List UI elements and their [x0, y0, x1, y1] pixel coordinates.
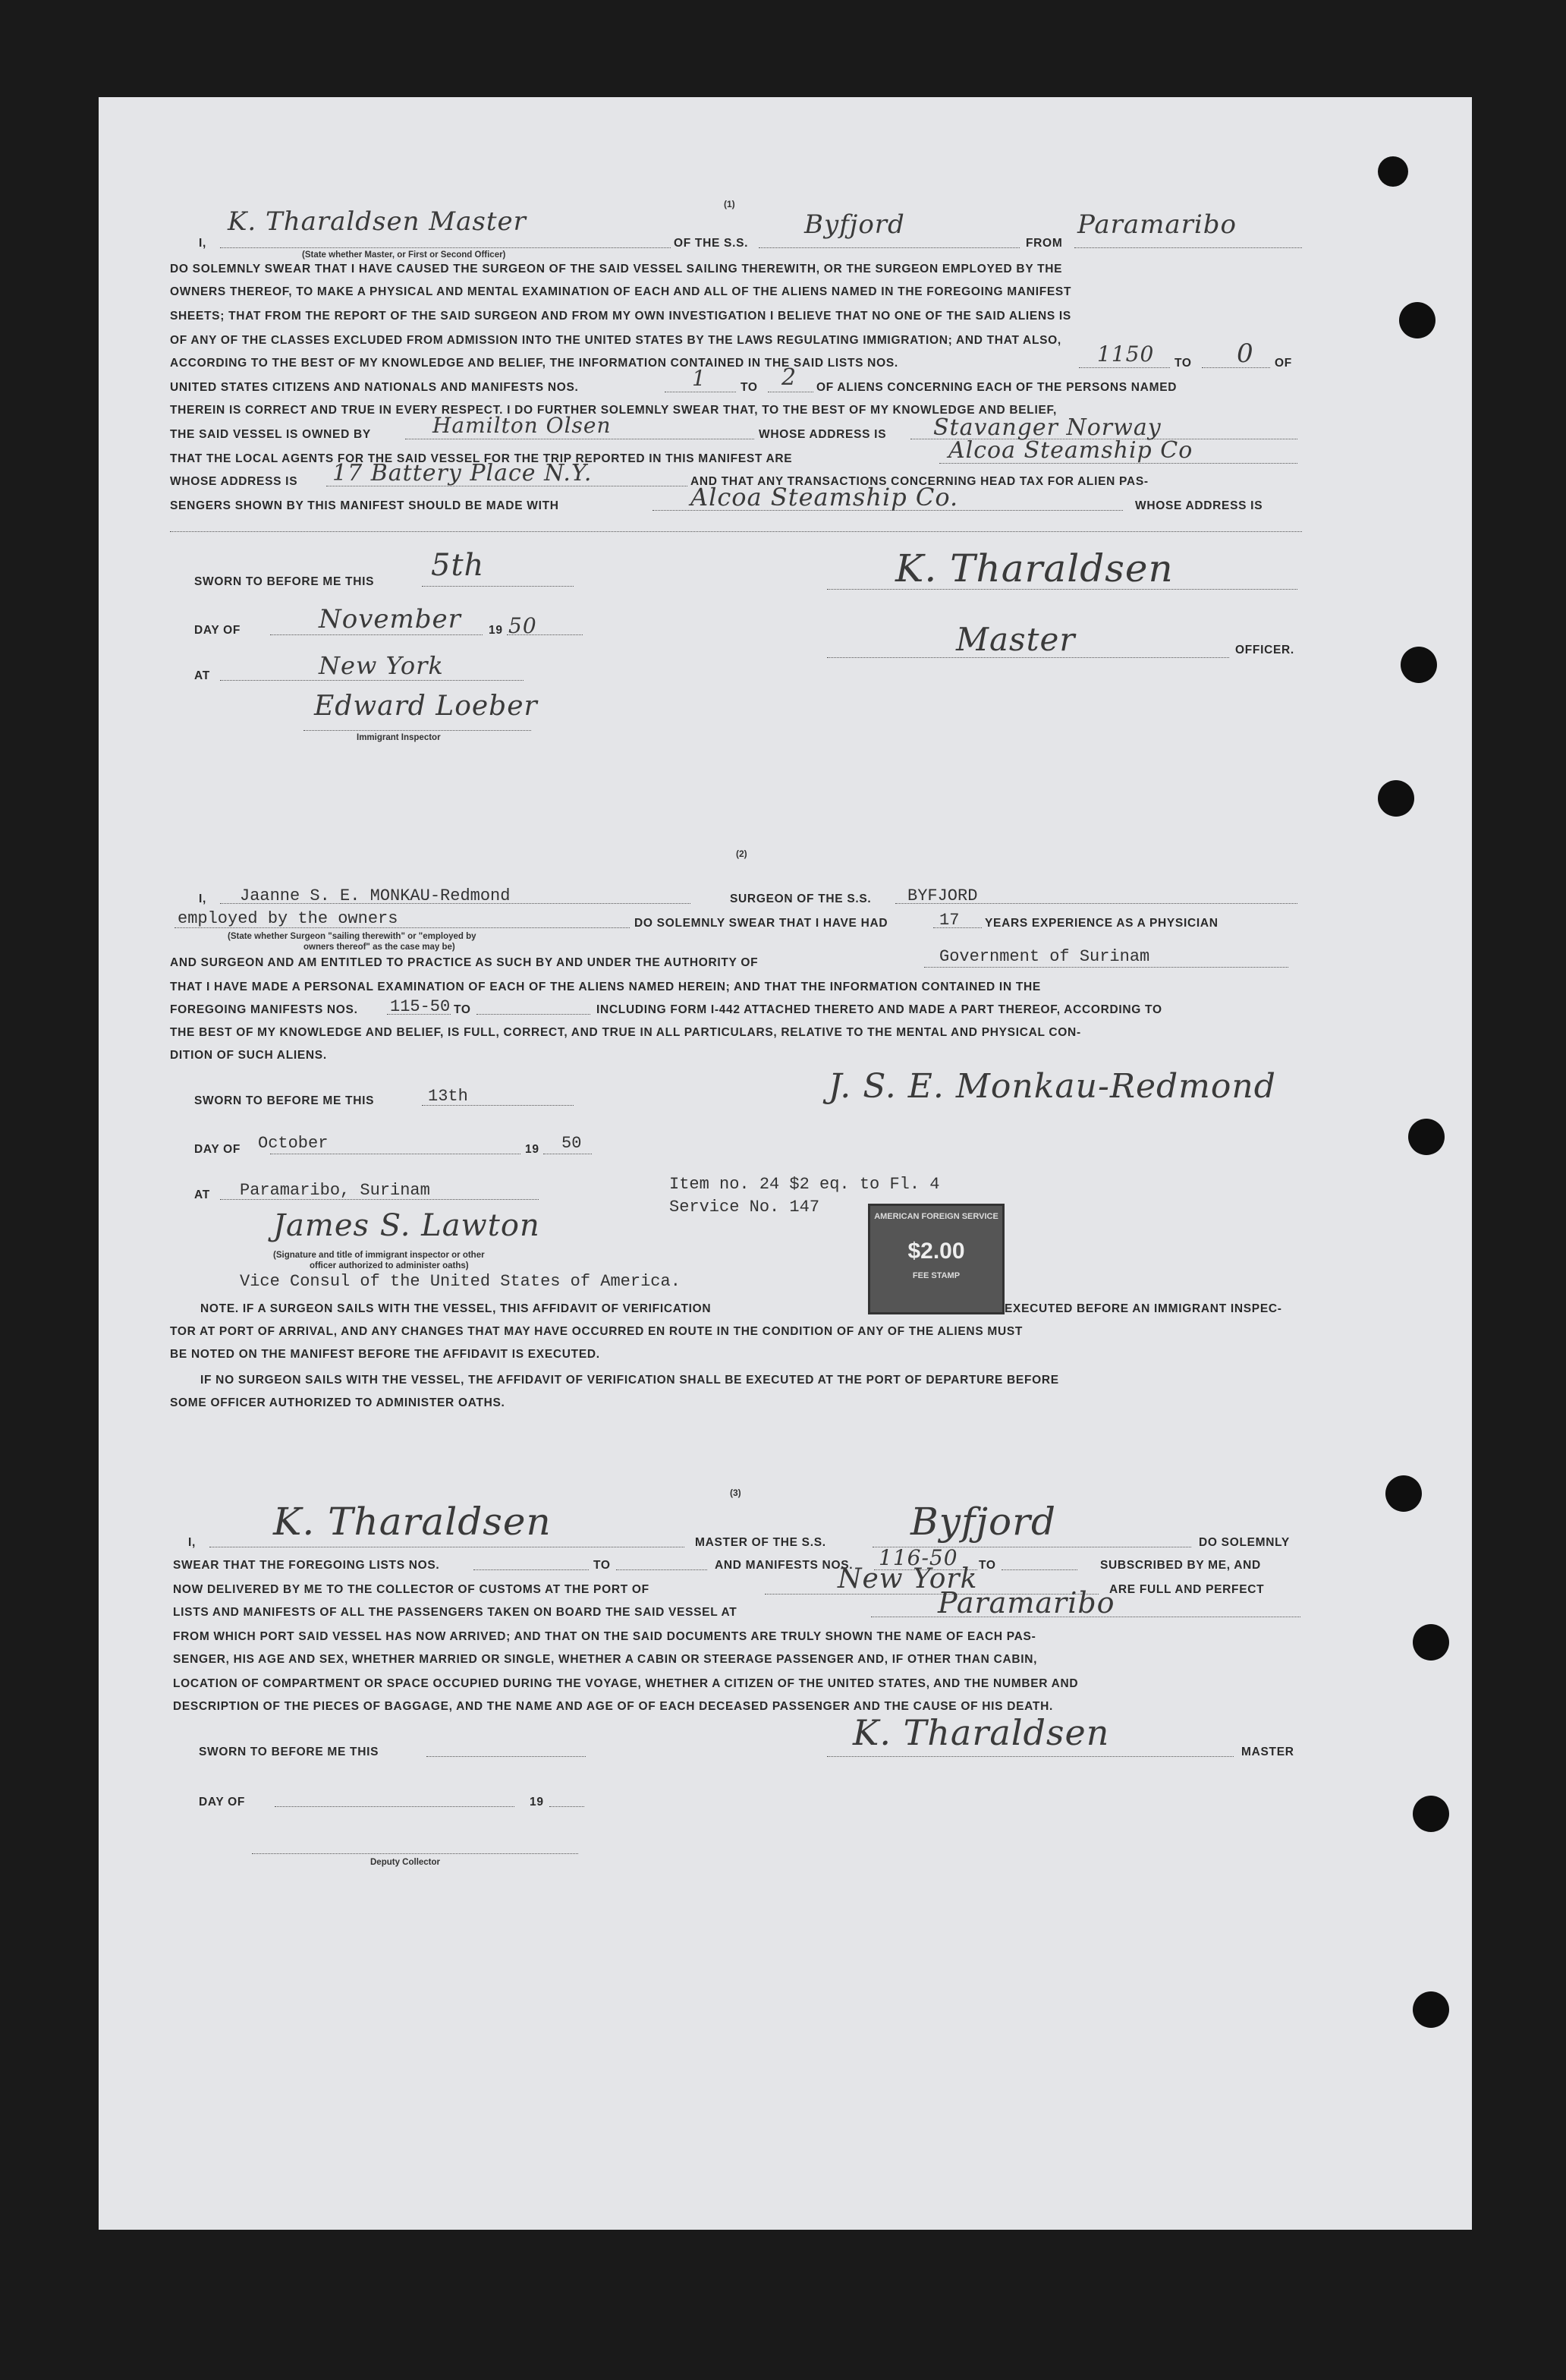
fill-line — [476, 1014, 590, 1015]
oath-line: SENGERS SHOWN BY THIS MANIFEST SHOULD BE MADE WITH — [170, 499, 559, 512]
stamp-value: $2.00 — [907, 1239, 965, 1264]
master-signature: K. Tharaldsen — [895, 546, 1174, 590]
fill-line — [252, 1853, 578, 1854]
master-name-handwritten: K. Tharaldsen Master — [228, 206, 527, 237]
fill-line — [426, 1756, 586, 1757]
fill-line — [1202, 367, 1270, 368]
signature-note: (Signature and title of immigrant inspector or other — [273, 1251, 485, 1260]
fill-line — [220, 247, 671, 248]
punch-hole — [1399, 302, 1436, 338]
label-i: I, — [188, 1536, 197, 1549]
oath-line: SUBSCRIBED BY ME, AND — [1100, 1559, 1261, 1572]
agent-address-handwritten: 17 Battery Place N.Y. — [332, 460, 593, 486]
label-to: TO — [1174, 357, 1192, 370]
port-handwritten: Paramaribo — [1077, 209, 1237, 240]
label-to: TO — [593, 1559, 611, 1572]
note-line: SOME OFFICER AUTHORIZED TO ADMINISTER OATHS. — [170, 1396, 505, 1409]
oath-line: SHEETS; THAT FROM THE REPORT OF THE SAID SURGEON AND FROM MY OWN INVESTIGATION I BELIEVE THAT NO ONE OF THE SAID ALIENS IS — [170, 310, 1071, 323]
oath-line: DO SOLEMNLY SWEAR THAT I HAVE CAUSED THE SURGEON OF THE SAID VESSEL SAILING THEREWITH, OR THE SURGEON EMPLOYED BY THE — [170, 263, 1063, 275]
fill-line — [616, 1569, 707, 1570]
oath-line: WHOSE ADDRESS IS — [170, 475, 298, 488]
manifests-from: 1 — [692, 366, 706, 391]
label-master-of: MASTER OF THE S.S. — [695, 1536, 826, 1549]
owner-handwritten: Hamilton Olsen — [432, 413, 612, 438]
state-note: (State whether Surgeon "sailing therewith" or "employed by — [228, 932, 476, 941]
oath-line: FROM WHICH PORT SAID VESSEL HAS NOW ARRIVED; AND THAT ON THE SAID DOCUMENTS ARE TRULY SHOWN THE NAME OF EACH PAS- — [173, 1630, 1036, 1643]
label-from: FROM — [1026, 237, 1063, 250]
state-note: owners thereof" as the case may be) — [303, 943, 455, 952]
label-i: I, — [199, 892, 207, 905]
years-typed: 17 — [939, 911, 960, 930]
sworn-place-handwritten: New York — [319, 651, 444, 680]
label-day-of: DAY OF — [194, 1143, 241, 1156]
oath-line: WHOSE ADDRESS IS — [759, 428, 887, 441]
fill-line — [422, 586, 574, 587]
label-sworn: SWORN TO BEFORE ME THIS — [194, 575, 375, 588]
tax-agent-handwritten: Alcoa Steamship Co. — [690, 483, 959, 512]
owner-address-handwritten: Stavanger Norway — [933, 414, 1162, 441]
label-sworn: SWORN TO BEFORE ME THIS — [194, 1094, 375, 1107]
label-to: TO — [741, 381, 758, 394]
vessel-name-handwritten: Byfjord — [804, 209, 905, 240]
oath-line: OF ANY OF THE CLASSES EXCLUDED FROM ADMISSION INTO THE UNITED STATES BY THE LAWS REGULATING IMMIGRATION; AND THAT ALSO, — [170, 334, 1061, 347]
master-signature: K. Tharaldsen — [853, 1712, 1110, 1753]
punch-hole — [1401, 647, 1437, 683]
fill-line — [827, 1756, 1234, 1757]
service-number-typed: Service No. 147 — [669, 1198, 820, 1217]
fill-line — [759, 247, 1020, 248]
label-to: TO — [454, 1003, 471, 1016]
fill-line — [1074, 247, 1302, 248]
stamp-footer: FEE STAMP — [912, 1271, 961, 1280]
authority-typed: Government of Surinam — [939, 947, 1150, 966]
lists-to: 0 — [1237, 338, 1254, 369]
agents-handwritten: Alcoa Steamship Co — [948, 437, 1193, 464]
sworn-day-typed: 13th — [428, 1087, 468, 1106]
label-surgeon-of: SURGEON OF THE S.S. — [730, 892, 872, 905]
label-day-of: DAY OF — [199, 1796, 246, 1809]
note-line: TOR AT PORT OF ARRIVAL, AND ANY CHANGES THAT MAY HAVE OCCURRED EN ROUTE IN THE CONDITION OF ANY OF THE ALIENS MUST — [170, 1325, 1024, 1338]
surgeon-name-typed: Jaanne S. E. MONKAU-Redmond — [240, 886, 511, 905]
oath-line: NOW DELIVERED BY ME TO THE COLLECTOR OF CUSTOMS AT THE PORT OF — [173, 1583, 649, 1596]
inspector-label: Immigrant Inspector — [357, 733, 441, 742]
manifests-to: 2 — [781, 364, 797, 391]
state-note: (State whether Master, or First or Second Officer) — [302, 250, 506, 260]
surgeon-signature: J. S. E. Monkau-Redmond — [829, 1067, 1276, 1106]
sworn-month-handwritten: November — [319, 604, 461, 634]
label-year-prefix: 19 — [530, 1796, 544, 1809]
oath-line: SENGER, HIS AGE AND SEX, WHETHER MARRIED OR SINGLE, WHETHER A CABIN OR STEERAGE PASSENGER AND, IF OTHER THAN CABIN, — [173, 1653, 1038, 1666]
manifests-typed: 115-50 — [390, 997, 451, 1016]
officer-title-handwritten: Master — [956, 621, 1076, 658]
fill-line — [275, 1806, 514, 1807]
oath-line: OF ALIENS CONCERNING EACH OF THE PERSONS NAMED — [816, 381, 1178, 394]
oath-line: AND THAT ANY TRANSACTIONS CONCERNING HEAD TAX FOR ALIEN PAS- — [690, 475, 1149, 488]
punch-hole — [1413, 1624, 1449, 1661]
label-i: I, — [199, 237, 207, 250]
oath-line: THAT THE LOCAL AGENTS FOR THE SAID VESSEL FOR THE TRIP REPORTED IN THIS MANIFEST ARE — [170, 452, 793, 465]
consul-title-typed: Vice Consul of the United States of America. — [240, 1272, 681, 1291]
label-of-ss: OF THE S.S. — [674, 237, 749, 250]
oath-line: SWEAR THAT THE FOREGOING LISTS NOS. — [173, 1559, 440, 1572]
fill-line — [170, 531, 1302, 532]
fill-line — [270, 634, 483, 635]
stamp-header: AMERICAN FOREIGN SERVICE — [874, 1212, 998, 1221]
sworn-year-typed: 50 — [561, 1134, 582, 1153]
employed-typed: employed by the owners — [178, 909, 398, 928]
consul-signature: James S. Lawton — [273, 1208, 540, 1243]
oath-line: ACCORDING TO THE BEST OF MY KNOWLEDGE AND BELIEF, THE INFORMATION CONTAINED IN THE SAID LISTS NOS. — [170, 357, 898, 370]
sworn-day-handwritten: 5th — [431, 548, 485, 583]
fill-line — [220, 680, 524, 681]
punch-hole — [1378, 156, 1408, 187]
label-sworn: SWORN TO BEFORE ME THIS — [199, 1746, 379, 1758]
inspector-signature: Edward Loeber — [314, 691, 538, 722]
label-swear: DO SOLEMNLY SWEAR THAT I HAVE HAD — [634, 917, 888, 930]
arrival-port-handwritten: New York — [838, 1563, 978, 1595]
oath-line: THE SAID VESSEL IS OWNED BY — [170, 428, 371, 441]
fill-line — [1002, 1569, 1077, 1570]
vessel-typed: BYFJORD — [907, 886, 978, 905]
fill-line — [549, 1806, 584, 1807]
oath-line: DESCRIPTION OF THE PIECES OF BAGGAGE, AND THE NAME AND AGE OF OF EACH DECEASED PASSENGER AND THE CAUSE OF HIS DEATH. — [173, 1700, 1053, 1713]
oath-line: INCLUDING FORM I-442 ATTACHED THERETO AND MADE A PART THEREOF, ACCORDING TO — [596, 1003, 1162, 1016]
oath-line: LOCATION OF COMPARTMENT OR SPACE OCCUPIED DURING THE VOYAGE, WHETHER A CITIZEN OF THE UNITED STATES, AND THE NUMBER AND — [173, 1677, 1079, 1690]
note-line: EXECUTED BEFORE AN IMMIGRANT INSPEC- — [1005, 1302, 1282, 1315]
label-master: MASTER — [1241, 1746, 1294, 1758]
oath-line: FOREGOING MANIFESTS NOS. — [170, 1003, 358, 1016]
oath-line: AND MANIFESTS NOS. — [715, 1559, 854, 1572]
sworn-month-typed: October — [258, 1134, 329, 1153]
section-number: (3) — [730, 1488, 741, 1498]
oath-line: THE BEST OF MY KNOWLEDGE AND BELIEF, IS FULL, CORRECT, AND TRUE IN ALL PARTICULARS, RELATIVE TO THE MENTAL AND PHYSICAL CON- — [170, 1026, 1081, 1039]
sworn-year-handwritten: 50 — [508, 613, 537, 638]
oath-line: ARE FULL AND PERFECT — [1109, 1583, 1265, 1596]
oath-line: LISTS AND MANIFESTS OF ALL THE PASSENGERS TAKEN ON BOARD THE SAID VESSEL AT — [173, 1606, 737, 1619]
fill-line — [924, 967, 1288, 968]
master-name-handwritten: K. Tharaldsen — [273, 1500, 552, 1544]
punch-hole — [1413, 1796, 1449, 1832]
label-at: AT — [194, 669, 210, 682]
punch-hole — [1385, 1475, 1422, 1512]
signature-note: officer authorized to administer oaths) — [310, 1261, 469, 1270]
punch-hole — [1413, 1991, 1449, 2028]
oath-line: UNITED STATES CITIZENS AND NATIONALS AND MANIFESTS NOS. — [170, 381, 579, 394]
label-year-prefix: 19 — [489, 624, 503, 637]
label-officer: OFFICER. — [1235, 644, 1294, 656]
label-of: OF — [1275, 357, 1292, 370]
label-experience: YEARS EXPERIENCE AS A PHYSICIAN — [985, 917, 1219, 930]
section-number: (2) — [736, 848, 747, 859]
fill-line — [1079, 367, 1170, 368]
departure-port-handwritten: Paramaribo — [938, 1586, 1115, 1620]
lists-from: 1150 — [1097, 342, 1155, 367]
label-do-solemnly: DO SOLEMNLY — [1199, 1536, 1290, 1549]
oath-line: THAT I HAVE MADE A PERSONAL EXAMINATION OF EACH OF THE ALIENS NAMED HEREIN; AND THAT THE INFORMATION CONTAINED IN THE — [170, 981, 1041, 993]
fill-line — [303, 730, 531, 731]
oath-line: OWNERS THEREOF, TO MAKE A PHYSICAL AND MENTAL EXAMINATION OF EACH AND ALL OF THE ALIENS NAMED IN THE FOREGOING MANIFEST — [170, 285, 1072, 298]
deputy-collector-label: Deputy Collector — [370, 1858, 441, 1867]
oath-line: AND SURGEON AND AM ENTITLED TO PRACTICE AS SUCH BY AND UNDER THE AUTHORITY OF — [170, 956, 759, 969]
section-number: (1) — [724, 199, 735, 209]
oath-line: THEREIN IS CORRECT AND TRUE IN EVERY RESPECT. I DO FURTHER SOLEMNLY SWEAR THAT, TO THE BEST OF MY KNOWLEDGE AND BELIEF, — [170, 404, 1057, 417]
vessel-name-handwritten: Byfjord — [910, 1500, 1057, 1544]
label-day-of: DAY OF — [194, 624, 241, 637]
punch-hole — [1408, 1119, 1445, 1155]
fill-line — [827, 657, 1229, 658]
oath-line: WHOSE ADDRESS IS — [1135, 499, 1263, 512]
label-at: AT — [194, 1188, 210, 1201]
sworn-place-typed: Paramaribo, Surinam — [240, 1181, 430, 1200]
label-year-prefix: 19 — [525, 1143, 539, 1156]
fee-item-typed: Item no. 24 $2 eq. to Fl. 4 — [669, 1175, 940, 1194]
manifests-handwritten: 116-50 — [879, 1545, 958, 1570]
fill-line — [827, 589, 1297, 590]
fill-line — [175, 927, 630, 928]
fill-line — [473, 1569, 589, 1570]
punch-hole — [1378, 780, 1414, 817]
note-line: IF NO SURGEON SAILS WITH THE VESSEL, THE AFFIDAVIT OF VERIFICATION SHALL BE EXECUTED AT THE PORT OF DEPARTURE BEFORE — [200, 1374, 1059, 1387]
label-to: TO — [979, 1559, 996, 1572]
note-line: BE NOTED ON THE MANIFEST BEFORE THE AFFIDAVIT IS EXECUTED. — [170, 1348, 600, 1361]
oath-line: DITION OF SUCH ALIENS. — [170, 1049, 327, 1062]
fee-stamp — [868, 1204, 1005, 1314]
note-line: NOTE. IF A SURGEON SAILS WITH THE VESSEL, THIS AFFIDAVIT OF VERIFICATION — [200, 1302, 712, 1315]
